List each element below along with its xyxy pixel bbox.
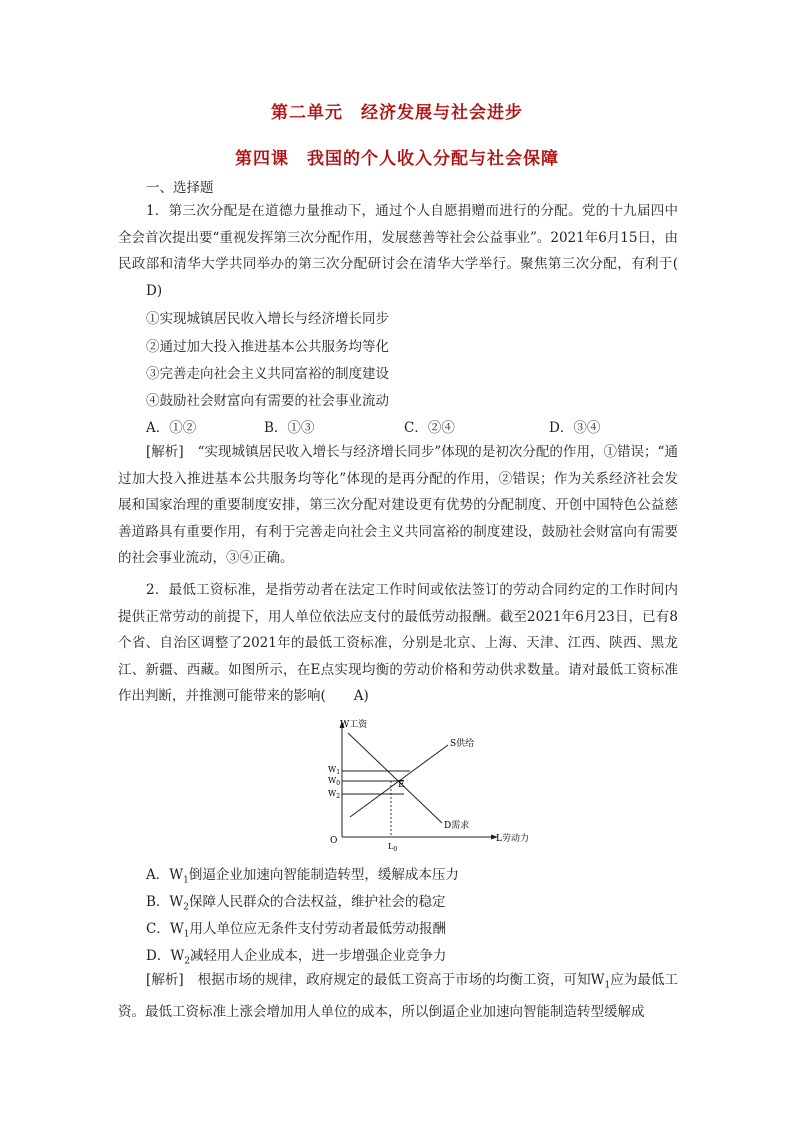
analysis-label: [解析] — [146, 972, 184, 988]
origin-label: O — [330, 836, 338, 846]
x-axis-label: L劳动力 — [496, 834, 529, 844]
y-axis-label: W工资 — [340, 720, 368, 730]
question-2-option-a: A．$W_1$倒逼企业加速向智能制造转型，缓解成本压力 — [146, 867, 459, 886]
question-2-analysis: [解析] 根据市场的规律，政府规定的最低工资高于市场的均衡工资，可知$W_1$应为最低工资。最低工资标准上涨会增加用人单位的成本，所以倒逼企业加速向智能制造转型缓解成 — [118, 972, 679, 1021]
question-1-option-d: D．③④ — [549, 420, 601, 436]
question-1-item-2: ②通过加大投入推进基本公共服务均等化 — [146, 339, 389, 355]
question-2-option-b: B．$W_2$保障人民群众的合法权益，维护社会的稳定 — [146, 894, 446, 913]
demand-curve — [348, 733, 442, 823]
question-1-option-a: A．①② — [146, 420, 197, 436]
w2-tick-label: $W_2$ — [328, 789, 341, 800]
question-1-answer: D — [146, 282, 157, 299]
question-1-analysis: [解析] “实现城镇居民收入增长与经济增长同步”体现的是初次分配的作用，①错误；“通过加大投入推进基本公共服务均等化”体现的是再分配的作用，②错误；作为关系经济社会发展和国家治理的重要制度安排，第三次分配对建设更有优势的分配制度、开创中国特色公益慈善道路具有重要作用，有利于完善走向社会主义共同富裕的制度建设，鼓励社会财富向有需要的社会事业流动，③④正确。 — [118, 444, 678, 566]
demand-label: D需求 — [444, 821, 470, 831]
question-2-option-c: C．$W_1$用人单位应无条件支付劳动者最低劳动报酬 — [146, 921, 446, 940]
question-1-option-c: C．②④ — [404, 420, 455, 436]
question-1-stem: 1．第三次分配是在道德力量推动下，通过个人自愿捐赠而进行的分配。党的十九届四中全会首次提出要“重视发挥第三次分配作用，发展慈善等社会公益事业”。2021年6月15日，由民政部和清华大学共同举办的第三次分配研讨会在清华大学举行。聚焦第三次分配，有利于(D) — [118, 198, 678, 304]
supply-label: S供给 — [450, 739, 475, 749]
question-2-stem: 2．最低工资标准，是指劳动者在法定工作时间或依法签订的劳动合同约定的工作时间内提供正常劳动的前提下，用人单位依法应支付的最低劳动报酬。截至2021年6月23日，已有8个省、自治区调整了2021年的最低工资标准，分别是北京、上海、天津、江西、陕西、黑龙江、新疆、西藏。如图所示，在E点实现均衡的劳动价格和劳动供求数量。请对最低工资标准作出判断，并推测可能带来的影响( A) — [118, 577, 678, 710]
equilibrium-label: E — [398, 780, 405, 790]
question-1-item-1: ①实现城镇居民收入增长与经济增长同步 — [146, 311, 389, 327]
question-1-option-b: B．①③ — [264, 420, 315, 436]
unit-title: 第二单元 经济发展与社会进步 — [271, 103, 523, 123]
labor-market-chart — [310, 715, 529, 855]
question-1-item-4: ④鼓励社会财富向有需要的社会事业流动 — [146, 393, 389, 409]
l0-tick-label: $L_0$ — [388, 842, 398, 853]
analysis-label: [解析] — [146, 444, 184, 460]
w0-tick-label: $W_0$ — [328, 776, 341, 787]
lesson-title: 第四课 我国的个人收入分配与社会保障 — [235, 149, 559, 169]
question-2-option-d: D．$W_2$减轻用人企业成本，进一步增强企业竞争力 — [146, 948, 447, 967]
question-2-answer: A — [353, 688, 364, 704]
w1-tick-label: $W_1$ — [328, 765, 341, 776]
question-1-item-3: ③完善走向社会主义共同富裕的制度建设 — [146, 366, 389, 382]
section-heading: 一、选择题 — [146, 180, 214, 196]
